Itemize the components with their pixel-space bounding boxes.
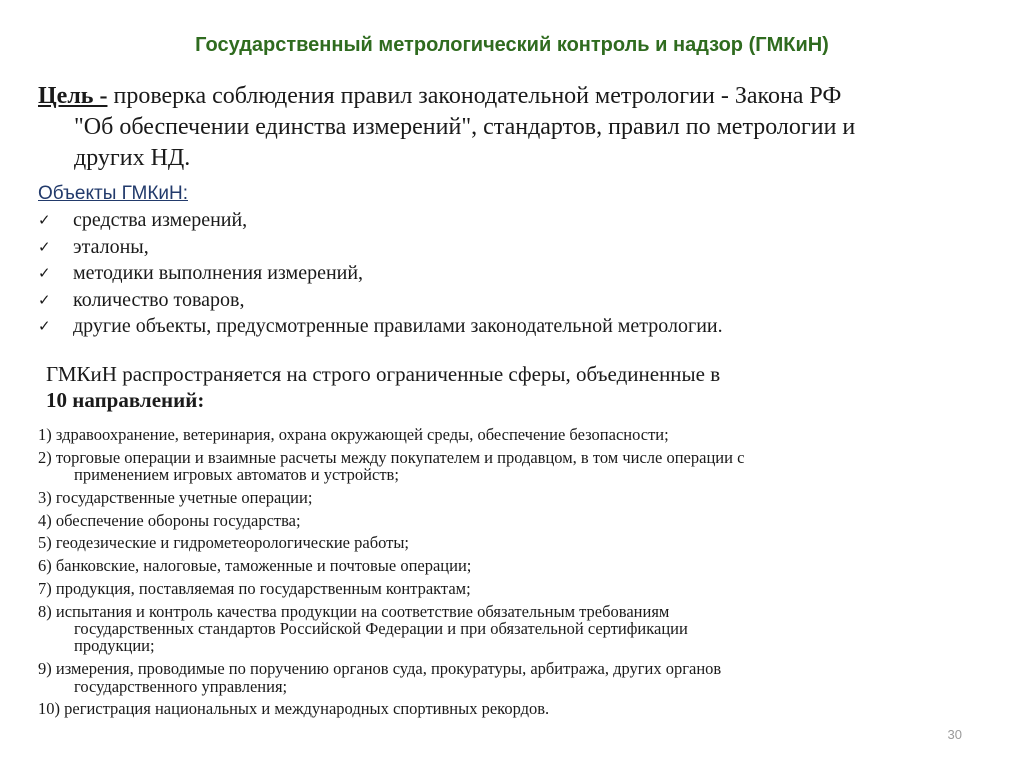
list-item: ✓ средства измерений, bbox=[38, 207, 723, 234]
objects-list bbox=[38, 207, 723, 340]
checkmark-icon: ✓ bbox=[38, 237, 51, 256]
scope-line-1: ГМКиН распространяется на строго ограниченные сферы, объединенные в bbox=[46, 362, 721, 386]
direction-item-4: 4) обеспечение обороны государства; bbox=[38, 510, 301, 530]
list-item: ✓ методики выполнения измерений, bbox=[38, 260, 723, 287]
checkmark-icon: ✓ bbox=[38, 317, 51, 335]
direction-item-5: 5) геодезические и гидрометеорологические работы; bbox=[38, 533, 410, 553]
goal-line-2: "Об обеспечении единства измерений", стандартов, правил по метрологии и bbox=[74, 114, 856, 140]
scope-paragraph bbox=[46, 361, 946, 413]
checkmark-icon: ✓ bbox=[38, 290, 51, 309]
direction-item-3: 3) государственные учетные операции; bbox=[38, 487, 313, 507]
objects-heading: Объекты ГМКиН: bbox=[38, 183, 188, 204]
checkmark-icon: ✓ bbox=[38, 264, 51, 282]
goal-line-1: проверка соблюдения правил законодательной метрологии - Закона РФ bbox=[107, 83, 842, 109]
direction-item-9: 9) измерения, проводимые по поручению органов суда, прокуратуры, арбитража, других органов государственного управления; bbox=[38, 659, 722, 696]
direction-item-1: 1) здравоохранение, ветеринария, охрана окружающей среды, обеспечение безопасности; bbox=[38, 425, 669, 444]
page-number: 30 bbox=[947, 727, 962, 742]
direction-item-6: 6) банковские, налоговые, таможенные и почтовые операции; bbox=[38, 556, 472, 576]
list-item: ✓ эталоны, bbox=[38, 234, 723, 261]
direction-item-10: 10) регистрация национальных и международных спортивных рекордов. bbox=[38, 699, 550, 719]
list-item: ✓ количество товаров, bbox=[38, 287, 723, 314]
list-item: ✓ другие объекты, предусмотренные правилами законодательной метрологии. bbox=[38, 313, 723, 340]
checkmark-icon: ✓ bbox=[38, 211, 51, 229]
directions-list bbox=[38, 426, 998, 723]
direction-item-8: 8) испытания и контроль качества продукции на соответствие обязательным требованиям государственных стандартов Российской Федерации и при обязательной сертификации продукции; bbox=[38, 601, 688, 656]
direction-item-7: 7) продукция, поставляемая по государственным контрактам; bbox=[38, 579, 471, 599]
page-title: Государственный метрологический контроль и надзор (ГМКиН) bbox=[195, 34, 829, 56]
scope-line-2: 10 направлений: bbox=[46, 388, 205, 412]
goal-paragraph bbox=[38, 81, 998, 174]
goal-line-3: других НД. bbox=[74, 145, 191, 171]
direction-item-2: 2) торговые операции и взаимные расчеты между покупателем и продавцом, в том числе операции с применением игровых автоматов и устройств; bbox=[38, 447, 745, 485]
goal-label: Цель - bbox=[38, 83, 108, 109]
